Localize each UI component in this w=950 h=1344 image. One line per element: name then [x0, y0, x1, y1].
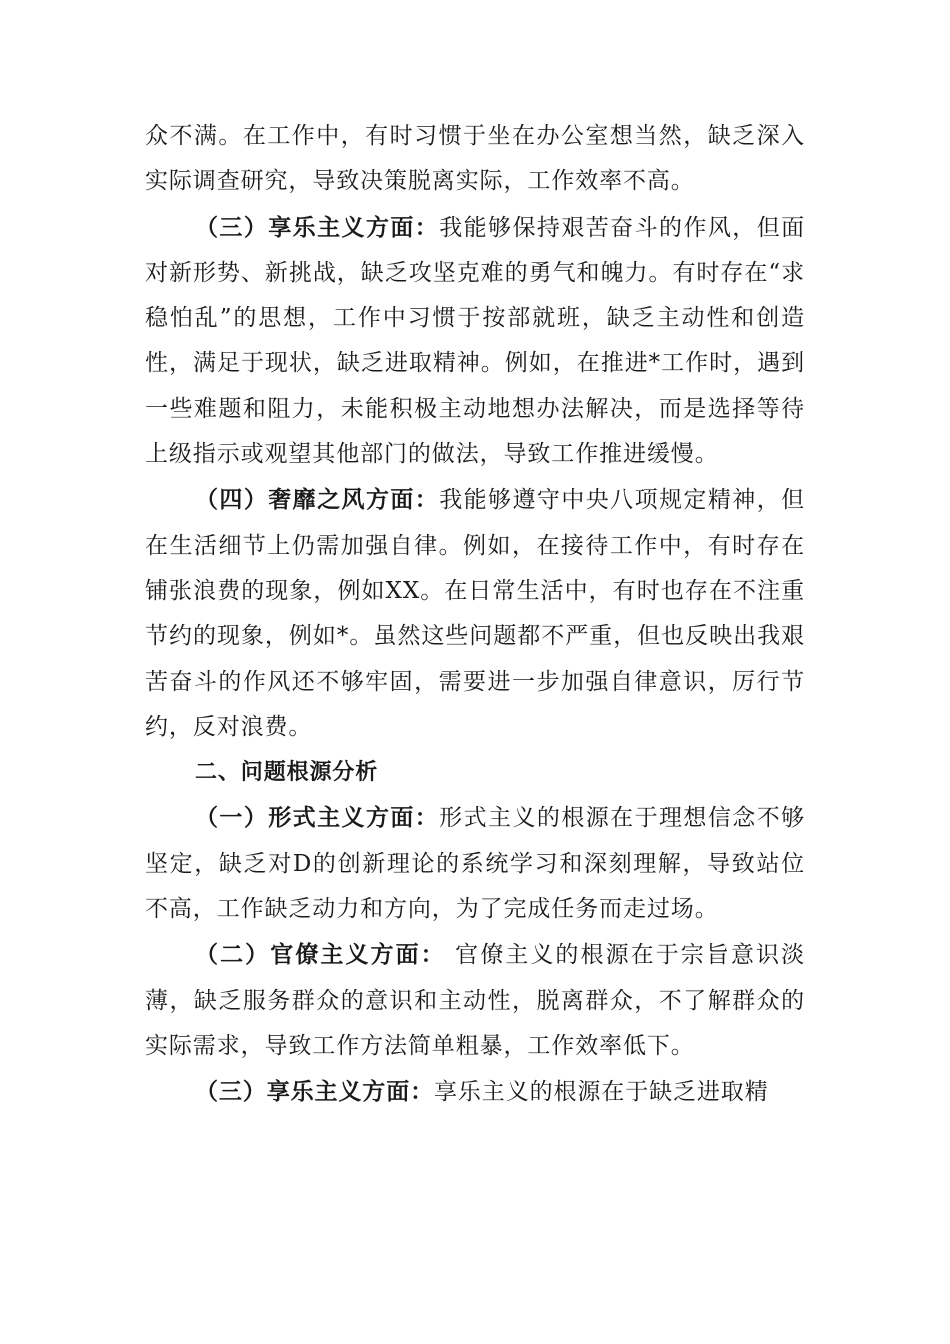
paragraph-text: 众不满。在工作中，有时习惯于坐在办公室想当然，缺乏深入实际调查研究，导致决策脱离实际，工作效率不高。	[145, 123, 805, 195]
paragraph-lead: （四）奢靡之风方面：	[195, 486, 440, 514]
paragraph-continued	[145, 114, 805, 205]
paragraph-text: 官僚主义的根源在于宗旨意识淡薄，缺乏服务群众的意识和主动性，脱离群众，不了解群众的实际需求，导致工作方法简单粗暴，工作效率低下。	[145, 942, 806, 1059]
paragraph-hedonism	[145, 205, 805, 478]
paragraph-bureaucracy	[145, 932, 805, 1069]
paragraph-lead: （三）享乐主义方面：	[195, 1078, 434, 1106]
paragraph-text: 形式主义的根源在于理想信念不够坚定，缺乏对D的创新理论的系统学习和深刻理解，导致站位不高，工作缺乏动力和方向，为了完成任务而走过场。	[145, 805, 806, 923]
paragraph-formalism	[145, 795, 805, 932]
paragraph-lead: （二）官僚主义方面：	[195, 941, 446, 969]
section-heading: 二、问题根源分析	[195, 760, 379, 786]
paragraph-text: 我能够遵守中央八项规定精神，但在生活细节上仍需加强自律。例如，在接待工作中，有时存在铺张浪费的现象，例如XX。在日常生活中，有时也存在不注重节约的现象，例如*。虽然这些问题都不严重，但也反映出我艰苦奋斗的作风还不够牢固，需要进一步加强自律意识，厉行节约，反对浪费。	[145, 487, 806, 740]
paragraph-lead: （三）享乐主义方面：	[195, 213, 440, 241]
paragraph-extravagance	[145, 477, 805, 750]
paragraph-lead: （一）形式主义方面：	[195, 804, 440, 832]
paragraph-text: 我能够保持艰苦奋斗的作风，但面对新形势、新挑战，缺乏攻坚克难的勇气和魄力。有时存在“求稳怕乱”的思想，工作中习惯于按部就班，缺乏主动性和创造性，满足于现状，缺乏进取精神。例如，在推进*工作时，遇到一些难题和阻力，未能积极主动地想办法解决，而是选择等待上级指示或观望其他部门的做法，导致工作推进缓慢。	[145, 214, 806, 468]
paragraph-hedonism-root	[145, 1069, 805, 1115]
paragraph-text: 享乐主义的根源在于缺乏进取精	[434, 1079, 769, 1106]
document-page	[145, 114, 805, 1116]
